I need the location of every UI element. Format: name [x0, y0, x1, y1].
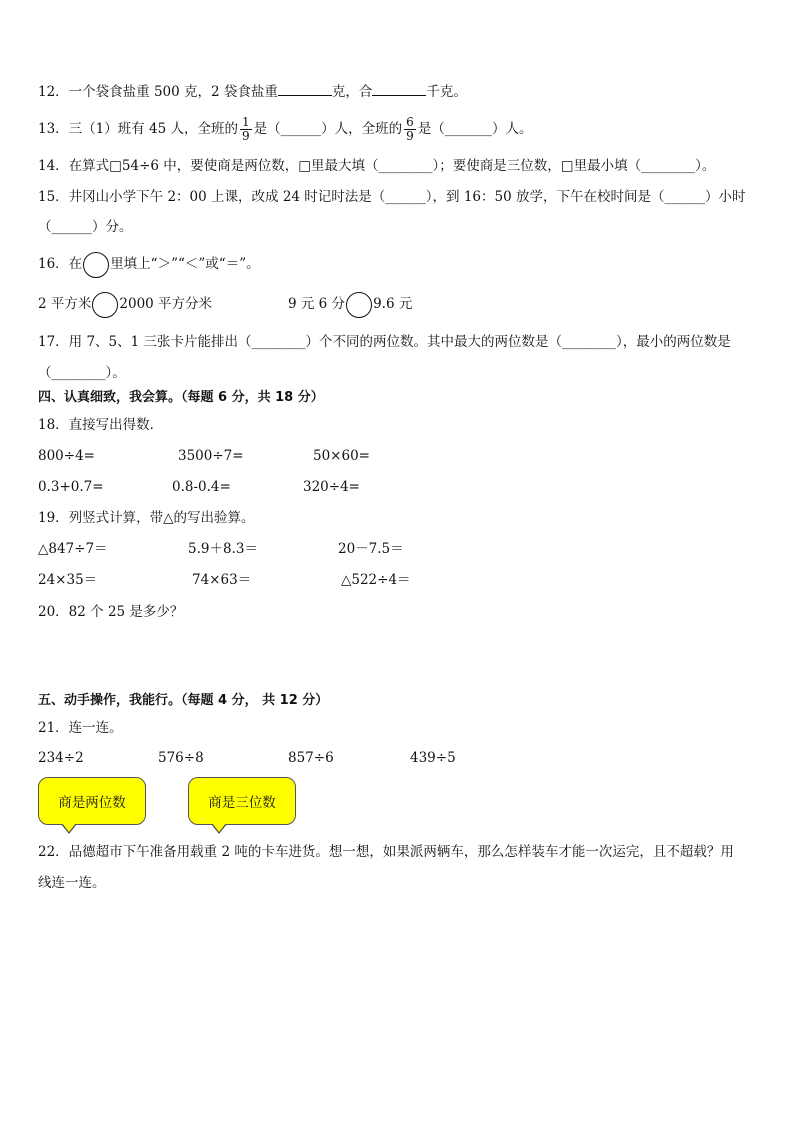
q18-cell: 320÷4= [303, 479, 360, 495]
q19-cell: 24×35＝ [38, 572, 98, 588]
q18-cell: 3500÷7= [178, 448, 244, 464]
question-20: 20．82 个 25 是多少？ [38, 604, 184, 620]
question-16: 16．在 里填上“＞”“＜”或“＝”。 [38, 251, 260, 278]
q19-cell: 74×63＝ [192, 572, 252, 588]
question-21-title: 21．连一连。 [38, 720, 123, 736]
q18-cell: 800÷4= [38, 448, 95, 464]
q19-cell: △847÷7＝ [38, 541, 108, 557]
answer-blank[interactable] [372, 83, 426, 96]
compare-circle[interactable] [346, 292, 372, 318]
fraction: $\frac{6}{9}$ [406, 115, 414, 143]
callout-two-digit-quotient[interactable]: 商是两位数 [38, 777, 146, 825]
q18-cell: 0.3+0.7= [38, 479, 104, 495]
q19-cell: △522÷4＝ [341, 572, 411, 588]
answer-blank[interactable] [278, 83, 332, 96]
callout-tail [62, 823, 76, 832]
division-expression[interactable]: 857÷6 [288, 750, 334, 766]
question-22-line2: 线连一连。 [38, 875, 106, 891]
question-15-line2: （______）分。 [38, 219, 133, 235]
question-19-title: 19．列竖式计算，带△的写出验算。 [38, 510, 255, 526]
callout-three-digit-quotient[interactable]: 商是三位数 [188, 777, 296, 825]
q18-cell: 0.8-0.4= [172, 479, 231, 495]
compare-circle[interactable] [92, 292, 118, 318]
division-expression[interactable]: 439÷5 [410, 750, 456, 766]
section-5-heading: 五、动手操作，我能行。（每题 4 分， 共 12 分） [38, 693, 329, 708]
compare-circle [83, 252, 109, 278]
callout-tail [212, 823, 226, 832]
question-13: 13．三（1）班有 45 人，全班的 $\frac{1}{9}$ 是（______）人，全班的 $\frac{6}{9}$ 是（_______）人。 [38, 115, 533, 143]
q19-cell: 5.9＋8.3＝ [188, 541, 258, 557]
question-16-item2: 9 元 6 分 9.6 元 [288, 291, 412, 318]
division-expression[interactable]: 234÷2 [38, 750, 84, 766]
question-18-title: 18．直接写出得数． [38, 417, 164, 433]
question-12: 12．一个袋食盐重 500 克，2 袋食盐重 克，合 千克。 [38, 84, 467, 100]
question-17-line1: 17．用 7、5、1 三张卡片能排出（________）个不同的两位数。其中最大的两位数是（________），最小的两位数是 [38, 334, 731, 350]
q19-cell: 20－7.5＝ [338, 541, 404, 557]
question-17-line2: （________）。 [38, 365, 126, 381]
question-15-line1: 15．井冈山小学下午 2：00 上课，改成 24 时记时法是（______），到 16：50 放学，下午在校时间是（______）小时 [38, 189, 746, 205]
q18-cell: 50×60= [313, 448, 370, 464]
section-4-heading: 四、认真细致，我会算。（每题 6 分，共 18 分） [38, 390, 324, 405]
question-22-line1: 22．品德超市下午准备用载重 2 吨的卡车进货。想一想，如果派两辆车，那么怎样装车才能一次运完，且不超载？用 [38, 844, 734, 860]
question-14: 14．在算式□54÷6 中，要使商是两位数，□里最大填（________）；要使商是三位数，□里最小填（________）。 [38, 158, 716, 174]
fraction: $\frac{1}{9}$ [242, 115, 250, 143]
division-expression[interactable]: 576÷8 [158, 750, 204, 766]
question-16-item1: 2 平方米 2000 平方分米 [38, 291, 212, 318]
